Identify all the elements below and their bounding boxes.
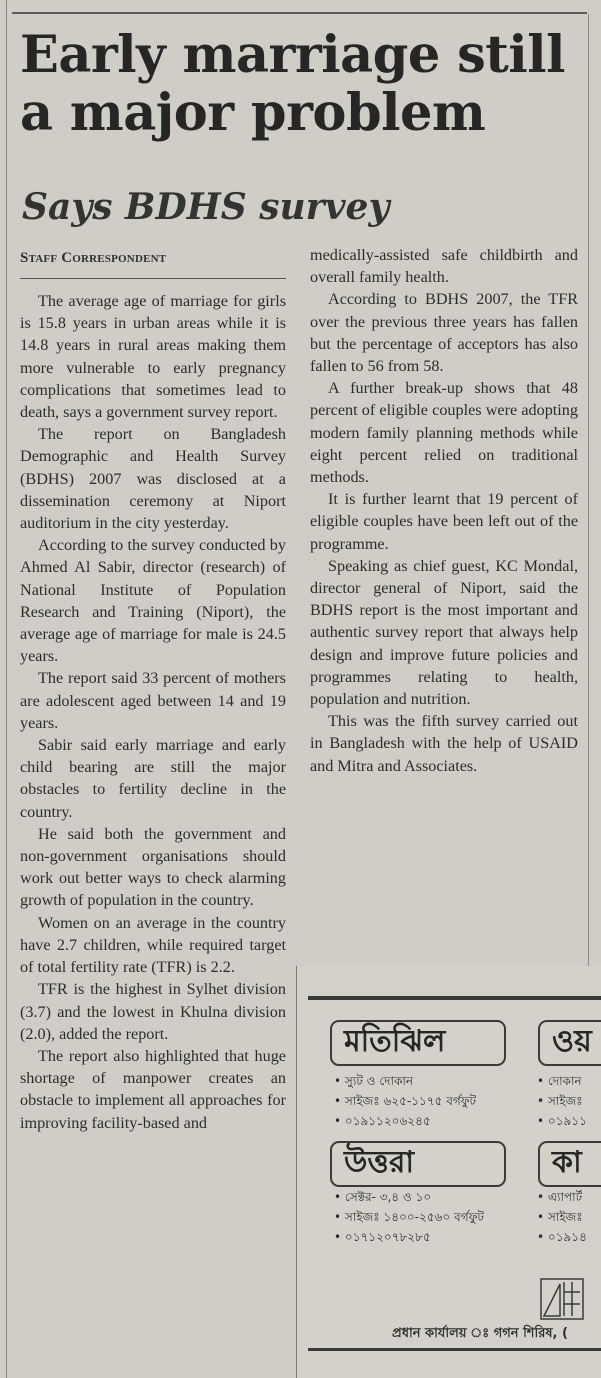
- company-logo-icon: [540, 1278, 584, 1320]
- ad-detail: • স্যুট ও দোকান: [334, 1071, 530, 1091]
- paragraph: According to BDHS 2007, the TFR over the previous three years has fallen but the percentage of acceptors has also fallen to 56 from 58.: [310, 290, 578, 376]
- paragraph: The average age of marriage for girls is 15.8 years in urban areas while it is 14.8 years in rural areas making them more vulnerable to early pregnancy complications that sometimes lead to death, says a government survey report.: [20, 292, 286, 422]
- paragraph: TFR is the highest in Sylhet division (3.7) and the lowest in Khulna division (2.0), added the report.: [20, 980, 286, 1043]
- ad-detail: • সেক্টর- ৩,৪ ও ১০: [334, 1187, 530, 1207]
- paragraph: This was the fifth survey carried out in Bangladesh with the help of USAID and Mitra and Associates.: [310, 712, 578, 775]
- ad-location-2: ওয়: [538, 1020, 601, 1066]
- ad-detail: • সাইজঃ: [537, 1091, 601, 1111]
- paragraph: The report on Bangladesh Demographic and Health Survey (BDHS) 2007 was disclosed at a dissemination ceremony at Niport auditorium in the city yesterday.: [20, 425, 286, 533]
- byline: Staff Correspondent: [20, 250, 167, 266]
- subheadline: Says BDHS survey: [22, 186, 390, 228]
- ad-detail: • সাইজঃ ১৪০০-২৫৬০ বর্গফুট: [334, 1207, 530, 1227]
- page-edge-rule: [6, 0, 7, 1378]
- paragraph: Women on an average in the country have 2.7 children, while required target of total fertility rate (TFR) is 2.2.: [20, 913, 286, 977]
- paragraph: He said both the government and non-government organisations should work out better ways to check alarming growth of population in the country.: [20, 824, 286, 910]
- ad-location-3: উত্তরা: [330, 1141, 506, 1187]
- ad-detail: • ০১৯১১: [537, 1111, 601, 1131]
- headline: Early marriage still a major problem: [20, 25, 565, 143]
- ad-detail: • সাইজঃ ৬২৫-১১৭৫ বর্গফুট: [334, 1091, 530, 1111]
- column-right-rule: [588, 14, 589, 966]
- byline-rule: [20, 278, 286, 279]
- article-column-2: [310, 244, 578, 777]
- paragraph: The report also highlighted that huge shortage of manpower creates an obstacle to implement all approaches for improving facility-based and: [20, 1046, 286, 1132]
- ad-detail: • ০১৯১৪: [537, 1227, 601, 1247]
- ad-head-office: প্রধান কার্যালয় ঃ গগন শিরিষ, (: [392, 1326, 568, 1341]
- advertisement-top-rule: [308, 996, 601, 1000]
- paragraph: It is further learnt that 19 percent of eligible couples have been left out of the programme.: [310, 490, 578, 553]
- paragraph-continuation: medically-assisted safe childbirth and overall family health.: [310, 246, 578, 287]
- ad-detail: • ০১৭১২০৭৮২৮৫: [334, 1227, 530, 1247]
- advertisement-bottom-rule: [308, 1348, 601, 1351]
- ad-location-4-details: [537, 1187, 601, 1247]
- ad-location-3-details: [334, 1187, 530, 1247]
- paragraph: Speaking as chief guest, KC Mondal, director general of Niport, said the BDHS report is the most important and authentic survey report that always help design and improve future policies and programmes relating to health, population and nutrition.: [310, 556, 578, 709]
- paragraph: The report said 33 percent of mothers are adolescent aged between 14 and 19 years.: [20, 669, 286, 732]
- ad-location-4: কা: [538, 1141, 601, 1187]
- ad-detail: • ০১৯১১২০৬২৪৫: [334, 1111, 530, 1131]
- ad-detail: • সাইজঃ: [537, 1207, 601, 1227]
- paragraph: According to the survey conducted by Ahmed Al Sabir, director (research) of National Institute of Population Research and Training (Niport), the average age of marriage for male is 24.5 years.: [20, 536, 286, 666]
- top-rule: [12, 12, 587, 14]
- paragraph: A further break-up shows that 48 percent of eligible couples were adopting modern family planning methods while eight percent relied on traditional methods.: [310, 379, 578, 487]
- article-column-1: [20, 290, 286, 1134]
- ad-location-1-details: [334, 1071, 530, 1131]
- advertisement-border: [296, 966, 297, 1378]
- paragraph: Sabir said early marriage and early child bearing are still the major obstacles to fertility decline in the country.: [20, 736, 286, 821]
- ad-location-2-details: [537, 1071, 601, 1131]
- ad-detail: • দোকান: [537, 1071, 601, 1091]
- ad-detail: • এ্যাপার্ট: [537, 1187, 601, 1207]
- ad-location-1: মতিঝিল: [330, 1020, 506, 1066]
